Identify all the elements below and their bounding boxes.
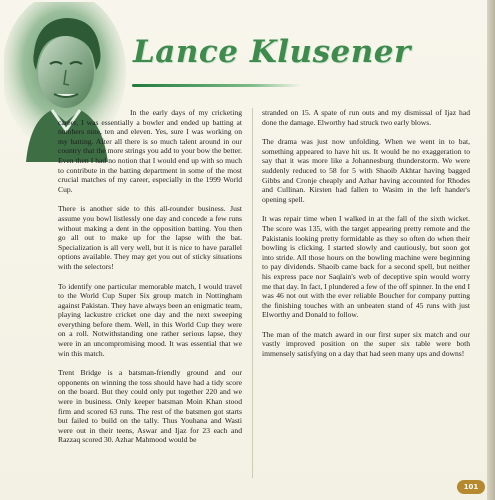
title-underline xyxy=(132,84,302,87)
page-title: Lance Klusener xyxy=(133,34,411,70)
paragraph: stranded on 15. A spate of run outs and my dismissal of Ijaz had done the damage. Elworthy had struck two early blows. xyxy=(262,108,470,127)
paragraph: It was repair time when I walked in at the fall of the sixth wicket. The score was 135, with the target appearing pretty remote and the Pakistanis looking pretty formidable as they so often do when their bowling is clicking. I started slowly and cautiously, but soon got into stride. All those hours on the bowling machine were beginning to pay dividends. Shaoib came back for a second spell, but neither his express pace nor Saqlain's web of deceptive spin would worry me that day. In fact, I plundered a few of the off spinner. In the end I was 46 not out with the ever reliable Boucher for company putting the finishing touches with an unbeaten stand of 45 runs with just Elworthy and Donald to follow. xyxy=(262,214,470,320)
paragraph: In the early days of my cricketing career, I was essentially a bowler and ended up batting at numbers nine, ten and eleven. Yes, sure I was working on my batting. After all there is so much talent around in our country that the more strings you add to your bow the better. Even then I had no notion that I would end up with so much to contribute in the batting department in some of the most crucial matches of my career, especially in the 1999 World Cup. xyxy=(58,108,242,194)
column-divider xyxy=(252,108,253,478)
right-column xyxy=(262,108,470,369)
paragraph: There is another side to this all-rounder business. Just assume you bowl listlessly one day and concede a few runs without making a dent in the opposition batting. You then go all out to make up for the lapse with the bat. Specialization is all very well, but it is nice to have parallel options available. They may get you out of sticky situations with the selectors! xyxy=(58,204,242,271)
page-edge xyxy=(487,0,495,500)
paragraph: The man of the match award in our first super six match and our vastly improved position on the super six table were both immensely satisfying on a day that had seen many ups and downs! xyxy=(262,329,470,359)
paragraph: The drama was just now unfolding. When we went in to bat, something appeared to have hit us. It would be no exaggeration to say that it was more like a Johannesburg thunderstorm. We were suddenly reduced to 58 for 5 with Shaoib Akhtar having bagged Gibbs and Cronje cheaply and Azhar having accounted for Rhodes and Cullinan. Kirsten had fallen to Wasim in the left hander's opening spell. xyxy=(262,137,470,204)
page-number: 101 xyxy=(457,480,485,494)
paragraph: To identify one particular memorable match, I would travel to the World Cup Super Six group match in Nottingham against Pakistan. They have always been an enigmatic team, playing lackustre cricket one day and the next sweeping everything before them. Well, in this World Cup they were on a roll. Notwithstanding one rather serious lapse, they were in an uncompromising mood. It was essential that we win this match. xyxy=(58,281,242,358)
left-column xyxy=(58,108,242,455)
paragraph: Trent Bridge is a batsman-friendly ground and our opponents on winning the toss should have had a tidy score on the board. But they could only put together 220 and we were in business. Only keeper batsman Moin Khan stood firm and scored 63 runs. The rest of the batsmen got starts but failed to build on the tally. Thus Youhana and Wasti were out in their teens, Aswar and Ijaz for 23 each and Razzaq scored 30. Azhar Mahmood would be xyxy=(58,368,242,445)
